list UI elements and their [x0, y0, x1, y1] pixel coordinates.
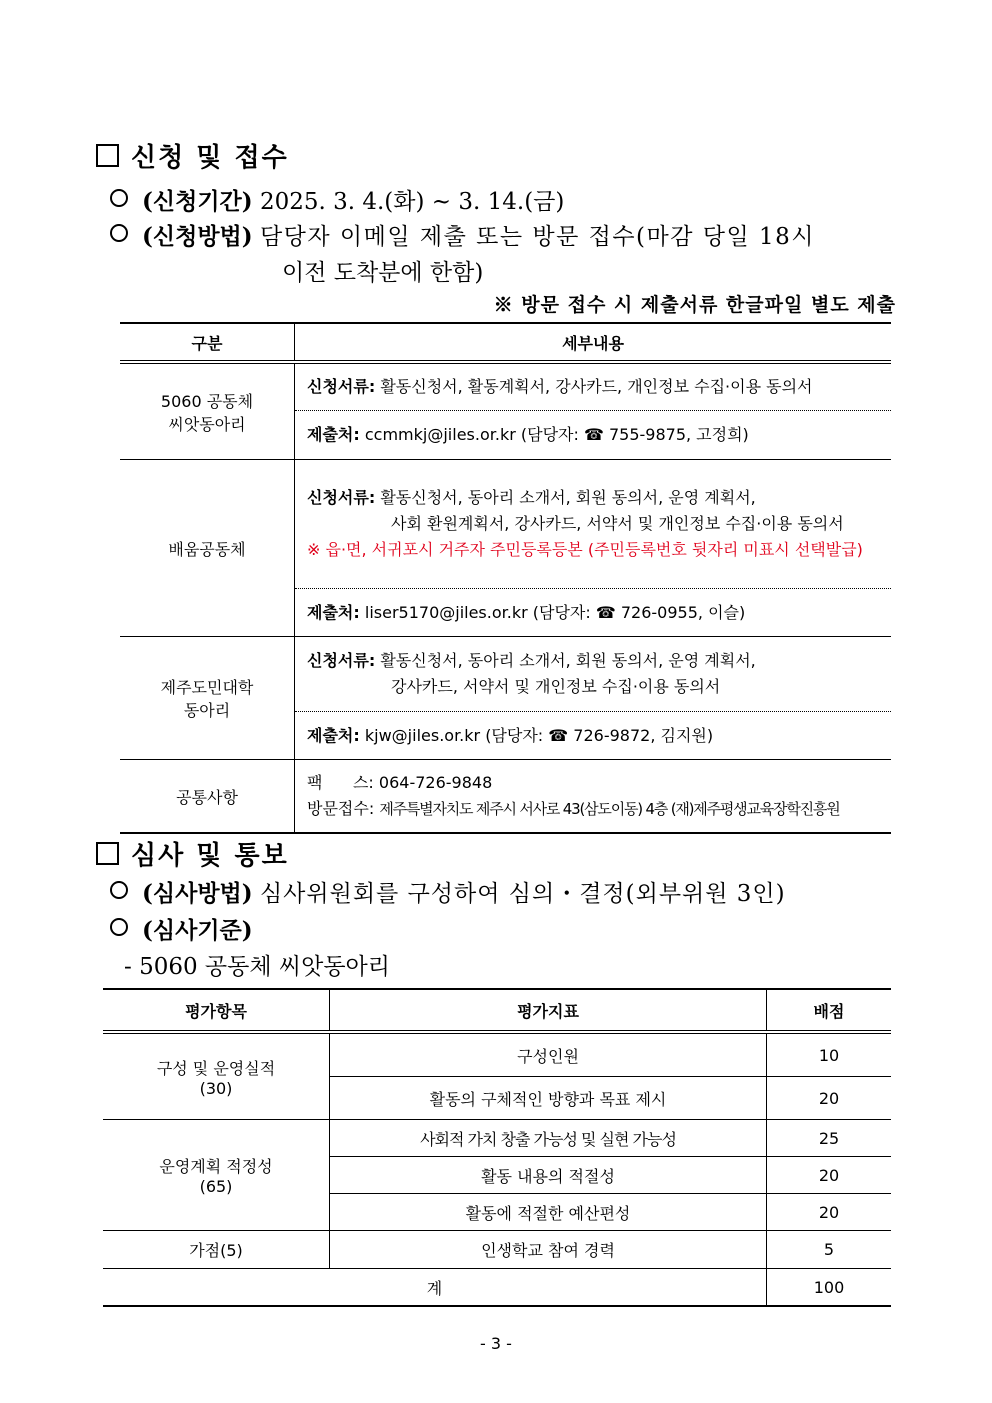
review-criteria: (심사기준) — [110, 912, 253, 945]
header-category: 구분 — [120, 323, 295, 362]
criteria-subheading: - 5060 공동체 씨앗동아리 — [124, 954, 390, 980]
common-info: 팩 스: 064-726-9848 방문접수: 제주특별자치도 제주시 서사로 43(삼도이동) 4층 (재)제주평생교육장학진흥원 — [295, 760, 892, 834]
eval-score: 25 — [767, 1120, 892, 1157]
checkbox-square-icon — [96, 842, 119, 865]
eval-indicator: 구성인원 — [330, 1032, 767, 1077]
section-title-review: 심사 및 통보 — [96, 835, 289, 872]
submit-jeju-university: 제출처: kjw@jiles.or.kr (담당자: ☎ 726-9872, 김지원) — [295, 712, 892, 760]
submit-5060: 제출처: ccmmkj@jiles.or.kr (담당자: ☎ 755-9875, 고정희) — [295, 411, 892, 460]
header-eval-indicator: 평가지표 — [330, 989, 767, 1032]
circle-bullet-icon — [110, 918, 128, 936]
eval-indicator: 인생학교 참여 경력 — [330, 1231, 767, 1269]
eval-indicator: 사회적 가치 창출 가능성 및 실현 가능성 — [330, 1120, 767, 1157]
eval-score: 20 — [767, 1077, 892, 1120]
category-common: 공통사항 — [120, 760, 295, 834]
evaluation-table — [103, 988, 891, 1307]
application-method: (신청방법) 담당자 이메일 제출 또는 방문 접수(마감 당일 18시 — [110, 218, 900, 251]
docs-learning: 신청서류: 활동신청서, 동아리 소개서, 회원 동의서, 운영 계획서, 사회 환원계획서, 강사카드, 서약서 및 개인정보 수집·이용 동의서 ※ 읍·면, 서귀포시 거주자 주민등록등본 (주민등록번호 뒷자리 미표시 선택발급) — [295, 460, 892, 589]
section-title-application: 신청 및 접수 — [96, 137, 289, 174]
category-jeju-university: 제주도민대학 동아리 — [120, 637, 295, 760]
eval-group-plan: 운영계획 적정성 (65) — [103, 1120, 330, 1231]
circle-bullet-icon — [110, 224, 128, 242]
checkbox-square-icon — [96, 144, 119, 167]
note-hangul-file: ※ 방문 접수 시 제출서류 한글파일 별도 제출 — [493, 294, 896, 316]
application-period: (신청기간) 2025. 3. 4.(화) ~ 3. 14.(금) — [110, 183, 564, 216]
docs-5060: 신청서류: 활동신청서, 활동계획서, 강사카드, 개인정보 수집·이용 동의서 — [295, 362, 892, 411]
application-method-line2: 이전 도착분에 한함) — [282, 260, 484, 286]
header-details: 세부내용 — [295, 323, 892, 362]
page-number: - 3 - — [480, 1334, 512, 1353]
header-eval-item: 평가항목 — [103, 989, 330, 1032]
review-method: (심사방법) 심사위원회를 구성하여 심의・결정(외부위원 3인) — [110, 875, 786, 908]
header-score: 배점 — [767, 989, 892, 1032]
eval-group-bonus: 가점(5) — [103, 1231, 330, 1269]
docs-note-learning: ※ 읍·면, 서귀포시 거주자 주민등록등본 (주민등록번호 뒷자리 미표시 선택발급) — [307, 540, 863, 559]
category-learning: 배움공동체 — [120, 460, 295, 637]
docs-jeju-university: 신청서류: 활동신청서, 동아리 소개서, 회원 동의서, 운영 계획서, 강사카드, 서약서 및 개인정보 수집·이용 동의서 — [295, 637, 892, 712]
eval-indicator: 활동 내용의 적절성 — [330, 1157, 767, 1194]
eval-indicator: 활동에 적절한 예산편성 — [330, 1194, 767, 1231]
application-table — [120, 322, 891, 834]
eval-score: 20 — [767, 1194, 892, 1231]
eval-score: 20 — [767, 1157, 892, 1194]
submit-learning: 제출처: liser5170@jiles.or.kr (담당자: ☎ 726-0955, 이슬) — [295, 589, 892, 637]
eval-indicator: 활동의 구체적인 방향과 목표 제시 — [330, 1077, 767, 1120]
circle-bullet-icon — [110, 189, 128, 207]
eval-score: 5 — [767, 1231, 892, 1269]
eval-score: 10 — [767, 1032, 892, 1077]
circle-bullet-icon — [110, 881, 128, 899]
eval-total-label: 계 — [103, 1269, 767, 1307]
category-5060: 5060 공동체 씨앗동아리 — [120, 362, 295, 460]
eval-total-value: 100 — [767, 1269, 892, 1307]
eval-group-composition: 구성 및 운영실적 (30) — [103, 1032, 330, 1120]
